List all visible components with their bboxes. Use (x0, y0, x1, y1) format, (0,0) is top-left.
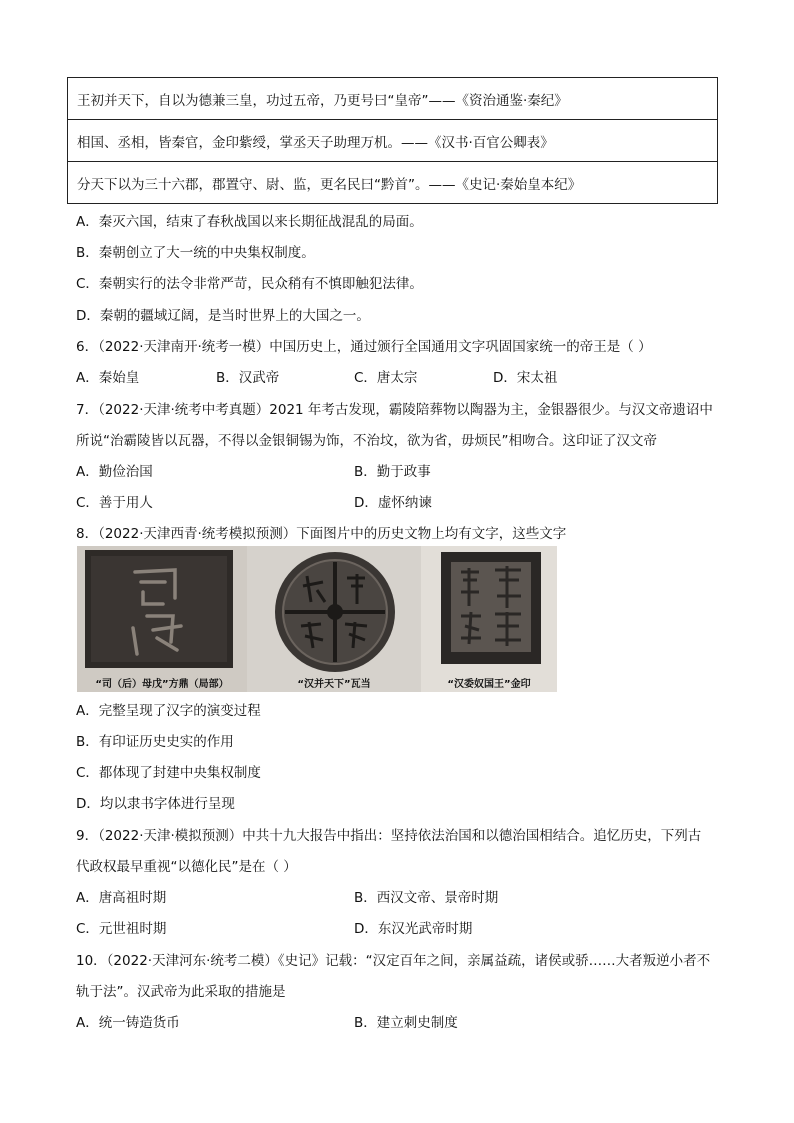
q8-option-a: A．完整呈现了汉字的演变过程 (76, 703, 261, 719)
q7-option-d: D．虚怀纳谏 (354, 495, 432, 511)
q10-option-a: A．统一铸造货币 (76, 1015, 180, 1031)
figure-gold-seal-caption: “汉委奴国王”金印 (447, 679, 531, 690)
q5-option-d: D．秦朝的疆域辽阔，是当时世界上的大国之一。 (76, 308, 370, 324)
q9-option-b: B．西汉文帝、景帝时期 (354, 890, 499, 906)
q7-stem-line2: 所说“治霸陵皆以瓦器，不得以金银铜锡为饰，不治坟，欲为省，毋烦民”相吻合。这印证了汉文帝 (76, 433, 657, 449)
q9-option-a: A．唐高祖时期 (76, 890, 167, 906)
artifact-figures (77, 546, 557, 692)
quote-row: 相国、丞相，皆秦官，金印紫绶，掌丞天子助理万机。——《汉书·百官公卿表》 (68, 119, 717, 161)
q6-option-b: B．汉武帝 (216, 370, 280, 386)
q9-stem-line2: 代政权最早重视“以德化民”是在（ ） (76, 859, 297, 875)
q8-stem: 8．（2022·天津西青·统考模拟预测）下面图片中的历史文物上均有文字，这些文字 (76, 526, 567, 542)
figure-gold-seal (421, 546, 557, 692)
q6-option-c: C．唐太宗 (354, 370, 418, 386)
ding-inscription-image (77, 546, 247, 692)
q7-option-c: C．善于用人 (76, 495, 153, 511)
q9-stem-line1: 9．（2022·天津·模拟预测）中共十九大报告中指出：坚持依法治国和以德治国相结合。追忆历史，下列古 (76, 828, 702, 844)
tile-end-image (247, 546, 421, 692)
q5-option-a: A．秦灭六国，结束了春秋战国以来长期征战混乱的局面。 (76, 214, 423, 230)
q8-option-c: C．都体现了封建中央集权制度 (76, 765, 261, 781)
q5-option-b: B．秦朝创立了大一统的中央集权制度。 (76, 245, 315, 261)
quote-row: 王初并天下，自以为德兼三皇，功过五帝，乃更号曰“皇帝”——《资治通鉴·秦纪》 (77, 92, 568, 109)
q9-option-d: D．东汉光武帝时期 (354, 921, 473, 937)
quote-row: 分天下以为三十六郡，郡置守、尉、监，更名民曰“黔首”。——《史记·秦始皇本纪》 (68, 161, 717, 203)
gold-seal-image (421, 546, 557, 692)
q7-option-b: B．勤于政事 (354, 464, 431, 480)
q6-stem: 6．（2022·天津南开·统考一模）中国历史上，通过颁行全国通用文字巩固国家统一的帝王是（ ） (76, 339, 652, 355)
figure-tile-end (247, 546, 421, 692)
quote-table (67, 77, 718, 204)
q5-option-c: C．秦朝实行的法令非常严苛，民众稍有不慎即触犯法律。 (76, 276, 423, 292)
q8-option-d: D．均以隶书字体进行呈现 (76, 796, 235, 812)
q8-option-b: B．有印证历史史实的作用 (76, 734, 234, 750)
figure-ding (77, 546, 247, 692)
q9-option-c: C．元世祖时期 (76, 921, 167, 937)
figure-tile-end-caption: “汉并天下”瓦当 (297, 679, 371, 690)
q10-stem-line1: 10．（2022·天津河东·统考二模）《史记》记载：“汉定百年之间，亲属益疏，诸侯或骄……大者叛逆小者不 (76, 953, 711, 969)
q6-option-a: A．秦始皇 (76, 370, 140, 386)
q10-option-b: B．建立刺史制度 (354, 1015, 458, 1031)
q10-stem-line2: 轨于法”。汉武帝为此采取的措施是 (76, 984, 286, 1000)
q6-option-d: D．宋太祖 (493, 370, 558, 386)
q7-option-a: A．勤俭治国 (76, 464, 153, 480)
figure-ding-caption: “司（后）母戊”方鼎（局部） (95, 679, 229, 690)
q7-stem-line1: 7．（2022·天津·统考中考真题）2021 年考古发现，霸陵陪葬物以陶器为主，金银器很少。与汉文帝遗诏中 (76, 402, 713, 418)
